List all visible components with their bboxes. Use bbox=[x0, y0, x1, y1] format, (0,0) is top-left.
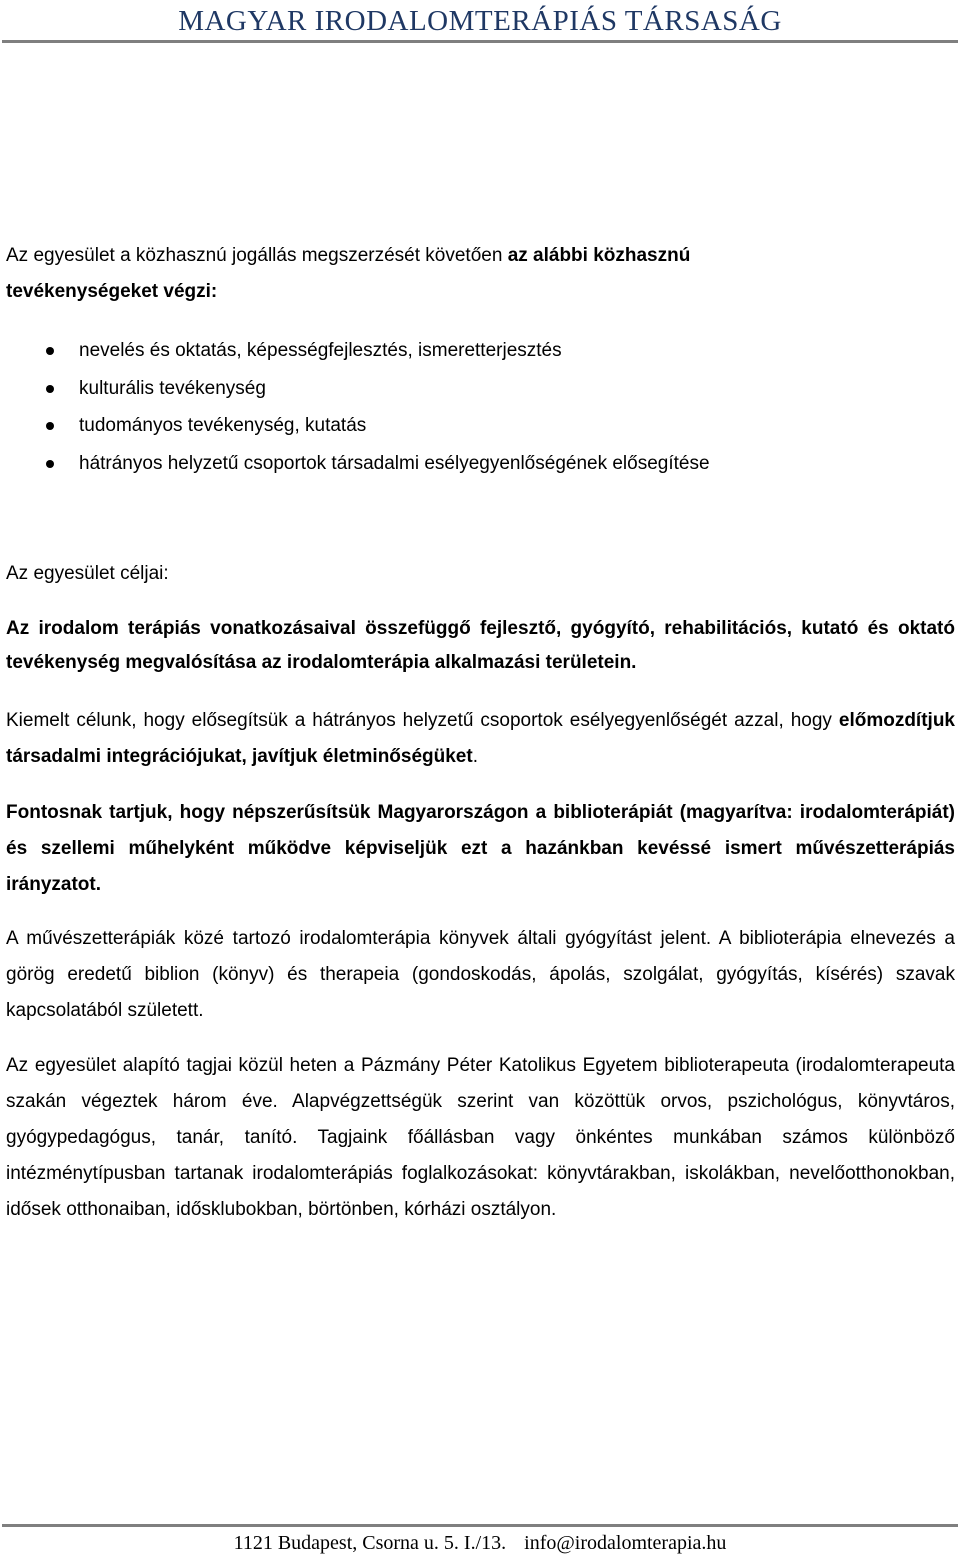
footer bbox=[0, 1529, 960, 1557]
activities-intro-paragraph bbox=[6, 238, 955, 310]
list-item bbox=[6, 407, 955, 445]
bullet-icon bbox=[46, 460, 54, 468]
activities-list bbox=[6, 332, 955, 482]
list-item-text: kulturális tevékenység bbox=[79, 377, 266, 399]
goal-main-paragraph: Az irodalom terápiás vonatkozásaival összefüggő fejlesztő, gyógyító, rehabilitációs, kutató és oktató tevékenység megvalósítása az irodalomterápia alkalmazási területein. bbox=[6, 618, 955, 673]
list-item bbox=[6, 370, 955, 408]
list-item-text: tudományos tevékenység, kutatás bbox=[79, 415, 367, 436]
goal-main-wrapper bbox=[6, 612, 955, 680]
definition-paragraph: A művészetterápiák közé tartozó irodalomterápia könyvek általi gyógyítást jelent. A biblioterápia elnevezés a görög eredetű biblion (könyv) és therapeia (gondoskodás, ápolás, szolgálat, gyógyítás, kísérés) szavak kapcsolatából született. bbox=[6, 928, 955, 1021]
activities-intro-bold-2: tevékenységeket végzi: bbox=[6, 281, 218, 302]
promotion-paragraph: Fontosnak tartjuk, hogy népszerűsítsük Magyarországon a biblioterápiát (magyarítva: irodalomterápiát) és szellemi műhelyként működve képviseljük ezt a hazánkban kevéssé ismert művészetterápiás irányzatot. bbox=[6, 802, 955, 895]
priority-paragraph bbox=[6, 703, 955, 775]
priority-wrapper bbox=[6, 703, 955, 775]
header-title: MAGYAR IRODALOMTERÁPIÁS TÁRSASÁG bbox=[178, 5, 782, 37]
activities-intro-text: Az egyesület a közhasznú jogállás megszerzését követően bbox=[6, 245, 508, 266]
list-item-text: hátrányos helyzetű csoportok társadalmi esélyegyenlőségének elősegítése bbox=[79, 452, 710, 474]
members-wrapper bbox=[6, 1048, 955, 1228]
promotion-wrapper bbox=[6, 795, 955, 903]
header-divider bbox=[2, 40, 958, 43]
footer-email: info@irodalomterapia.hu bbox=[524, 1532, 727, 1554]
priority-end: . bbox=[472, 746, 478, 767]
goals-heading: Az egyesület céljai: bbox=[6, 563, 169, 584]
bullet-icon bbox=[46, 422, 54, 430]
list-item-text: nevelés és oktatás, képességfejlesztés, ismeretterjesztés bbox=[79, 340, 562, 361]
bullet-icon bbox=[46, 385, 54, 393]
priority-text: Kiemelt célunk, hogy elősegítsük a hátrányos helyzetű csoportok esélyegyenlőségét azzal, hogy bbox=[6, 710, 839, 731]
definition-wrapper bbox=[6, 921, 955, 1029]
activities-intro bbox=[6, 238, 955, 310]
footer-divider bbox=[2, 1524, 958, 1527]
footer-address: 1121 Budapest, Csorna u. 5. I./13. bbox=[233, 1532, 507, 1554]
activities-intro-bold-1: az alábbi közhasznú bbox=[507, 245, 691, 266]
goals-heading-wrapper bbox=[6, 556, 955, 592]
activities-list-wrapper bbox=[6, 332, 955, 482]
priority-bold-text: előmozdítjuk társadalmi integrációjukat, javítjuk életminőségüket bbox=[6, 710, 955, 767]
list-item bbox=[6, 332, 955, 370]
list-item bbox=[6, 445, 955, 483]
members-paragraph: Az egyesület alapító tagjai közül heten a Pázmány Péter Katolikus Egyetem biblioterapeuta (irodalomterapeuta szakán végeztek három éve. Alapvégzettségük szerint van közöttük orvos, pszichológus, könyvtáros, gyógypedagógus, tanár, tanító. Tagjaink főállásban vagy önkéntes munkában számos különböző intézménytípusban tartanak irodalomterápiás foglalkozásokat: könyvtárakban, iskolákban, nevelőotthonokban, idősek otthonaiban, idősklubokban, börtönben, kórházi osztályon. bbox=[6, 1055, 955, 1220]
bullet-icon bbox=[46, 347, 54, 355]
